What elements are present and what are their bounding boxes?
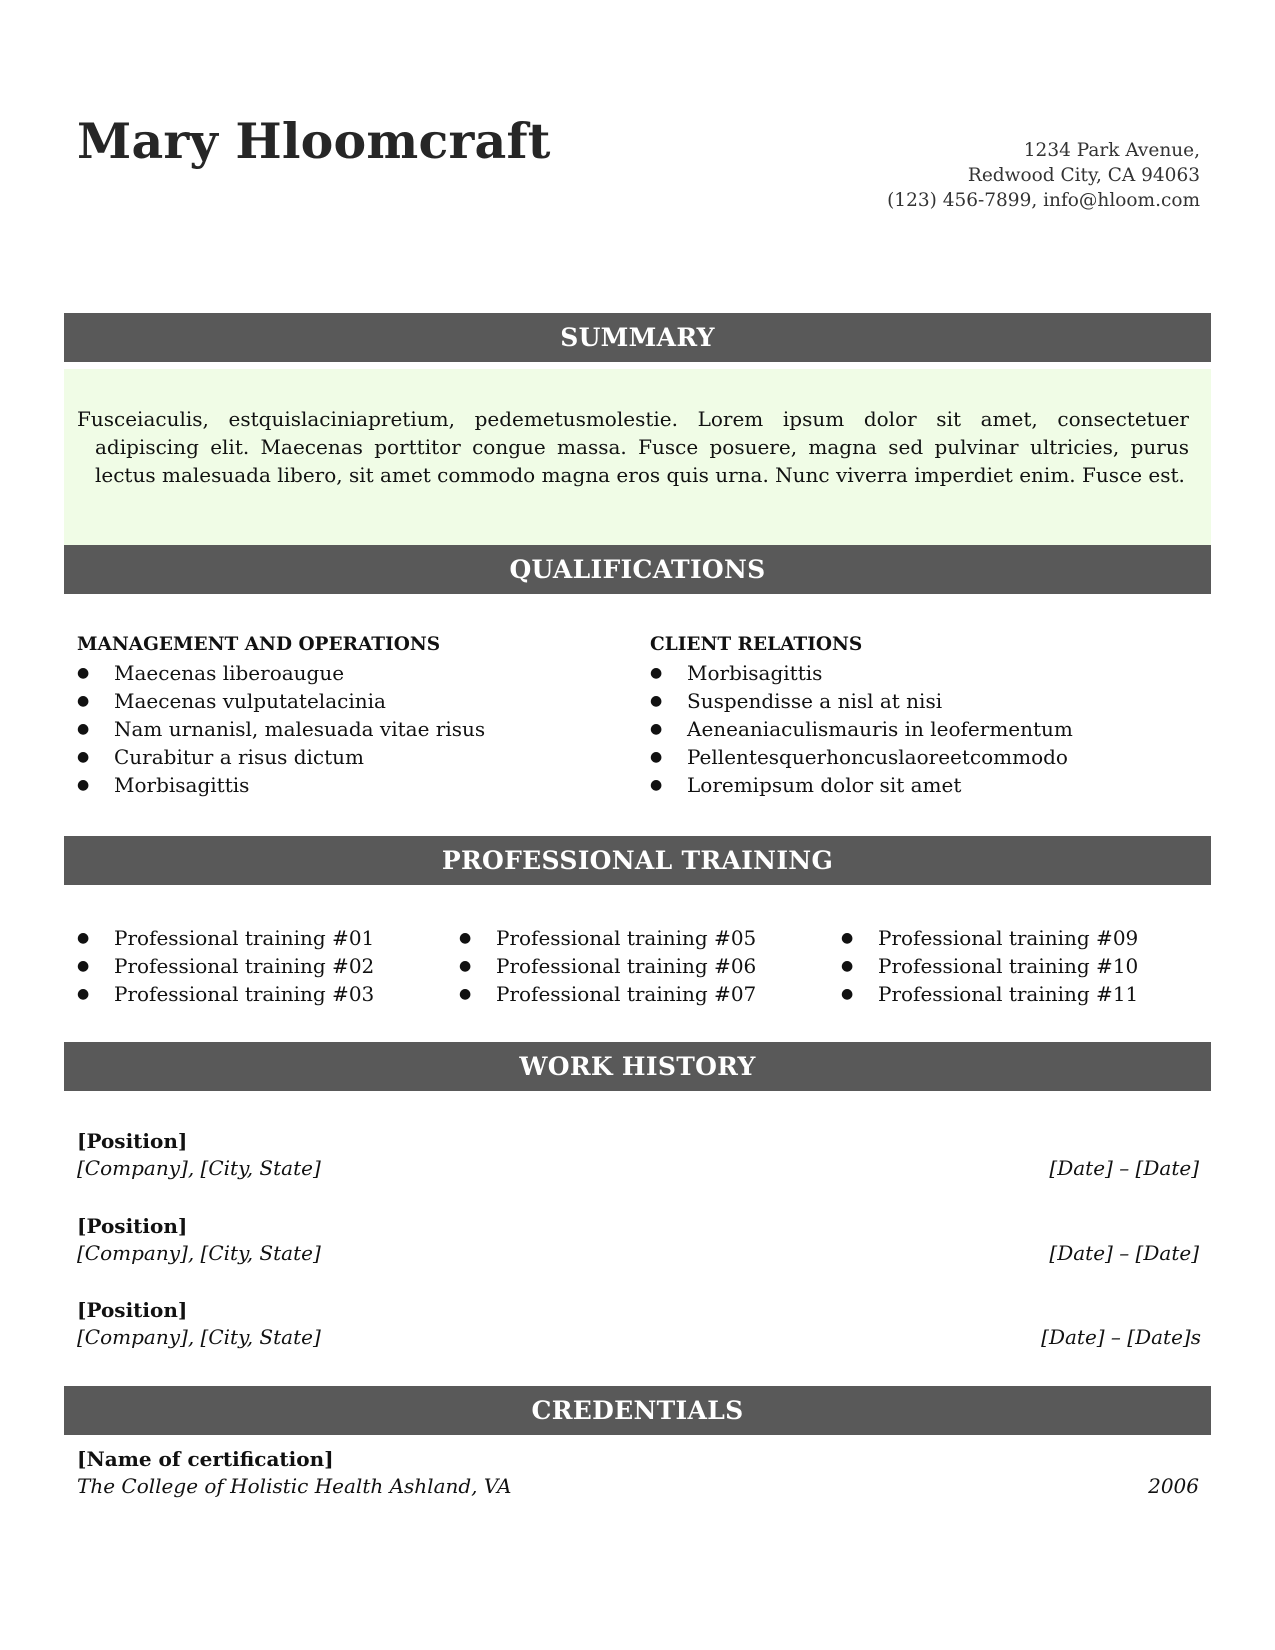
list-item: ● Maecenas liberoaugue [77,661,345,685]
list-item: ● Professional training #10 [841,954,1139,978]
address-line-1: 1234 Park Avenue, [1023,140,1200,161]
job-company-row [77,1240,1199,1267]
list-item: ● Morbisagittis [77,773,250,797]
bullet-icon: ● [459,930,472,946]
work-entry [77,1128,1199,1182]
list-item: ● Professional training #09 [841,926,1139,950]
bullet-icon: ● [650,693,663,709]
job-company-row [77,1155,1199,1182]
bullet-icon: ● [77,986,90,1002]
credential-school: The College of Holistic Health Ashland, VA [77,1474,512,1498]
job-dates: [Date] – [Date]s [1041,1325,1201,1349]
candidate-name: Mary Hloomcraft [77,112,551,170]
list-item: ● Maecenas vulputatelacinia [77,689,386,713]
bullet-icon: ● [650,721,663,737]
credential-entry [77,1446,1199,1500]
job-dates: [Date] – [Date] [1049,1156,1199,1180]
list-item: ● Professional training #02 [77,954,375,978]
work-entry [77,1297,1199,1351]
list-item: ● Professional training #11 [841,982,1139,1006]
bullet-icon: ● [77,721,90,737]
work-entry [77,1213,1199,1267]
bullet-icon: ● [459,986,472,1002]
bullet-icon: ● [77,749,90,765]
list-item: ● Professional training #03 [77,982,375,1006]
summary-text: Fusceiaculis, estquislaciniapretium, pedemetusmolestie. Lorem ipsum dolor sit amet, consectetuer adipiscing elit. Maecenas porttitor congue massa. Fusce posuere, magna sed pulvinar ultricies, purus lectus malesuada libero, sit amet commodo magna eros quis urna. Nunc viverra imperdiet enim. Fusce est. [77,407,1189,487]
job-dates: [Date] – [Date] [1049,1241,1199,1265]
bullet-icon: ● [650,665,663,681]
address-line-2: Redwood City, CA 94063 [967,165,1200,186]
credential-school-row [77,1473,1199,1500]
training-list [77,924,374,1008]
qualification-column-client-relations [650,631,1073,799]
job-company-row [77,1324,1199,1351]
bullet-icon: ● [650,749,663,765]
job-position: [Position] [77,1214,188,1238]
qualification-column-management [77,631,485,799]
credential-year: 2006 [1148,1474,1199,1498]
qualifications-heading: QUALIFICATIONS [64,545,1211,594]
certification-name: [Name of certification] [77,1447,334,1471]
bullet-icon: ● [77,958,90,974]
list-item: ● Professional training #06 [459,954,757,978]
job-company: [Company], [City, State] [77,1156,321,1180]
list-item: ● Pellentesquerhoncuslaoreetcommodo [650,745,1068,769]
training-list [841,924,1138,1008]
bullet-icon: ● [650,777,663,793]
list-item: ● Curabitur a risus dictum [77,745,364,769]
training-list [459,924,756,1008]
credentials-heading: CREDENTIALS [64,1386,1211,1435]
bullet-icon: ● [77,930,90,946]
job-position: [Position] [77,1298,188,1322]
list-item: ● Suspendisse a nisl at nisi [650,689,943,713]
phone-email: (123) 456-7899, info@hloom.com [887,190,1200,211]
bullet-icon: ● [77,665,90,681]
list-item: ● Professional training #05 [459,926,757,950]
training-column-2 [459,924,756,1008]
training-heading: PROFESSIONAL TRAINING [64,836,1211,885]
work-history-heading: WORK HISTORY [64,1042,1211,1091]
list-item: ● Aeneaniaculismauris in leofermentum [650,717,1073,741]
list-item: ● Professional training #07 [459,982,757,1006]
contact-block [887,138,1200,213]
summary-heading: SUMMARY [64,313,1211,362]
bullet-icon: ● [841,930,854,946]
bullet-icon: ● [77,693,90,709]
training-column-3 [841,924,1138,1008]
list-item: ● Professional training #01 [77,926,375,950]
list-item: ● Nam urnanisl, malesuada vitae risus [77,717,486,741]
job-company: [Company], [City, State] [77,1241,321,1265]
bullet-icon: ● [841,986,854,1002]
bullet-icon: ● [77,777,90,793]
list-item: ● Morbisagittis [650,661,823,685]
qualification-list [650,659,1073,799]
job-position: [Position] [77,1129,188,1153]
job-company: [Company], [City, State] [77,1325,321,1349]
list-item: ● Loremipsum dolor sit amet [650,773,962,797]
training-column-1 [77,924,374,1008]
bullet-icon: ● [841,958,854,974]
qualification-column-title: MANAGEMENT AND OPERATIONS [77,634,441,655]
bullet-icon: ● [459,958,472,974]
qualification-column-title: CLIENT RELATIONS [650,634,863,655]
qualification-list [77,659,485,799]
